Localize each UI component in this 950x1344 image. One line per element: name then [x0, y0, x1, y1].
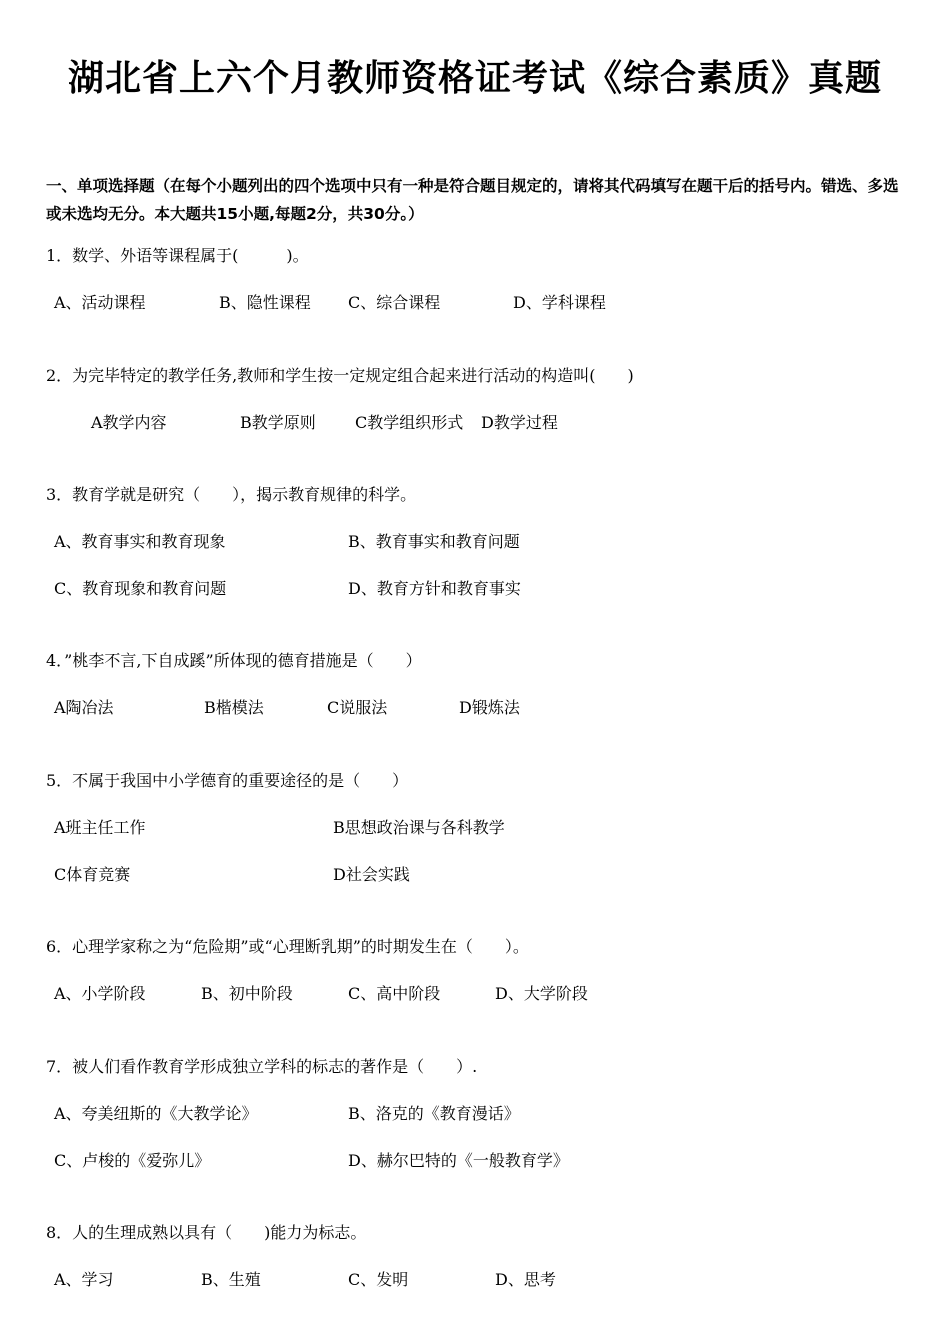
question-option: C、综合课程 [348, 293, 441, 312]
question-option: B楷模法 [204, 698, 264, 717]
page-title: 湖北省上六个月教师资格证考试《综合素质》真题 [67, 58, 882, 99]
question-option: C体育竞赛 [54, 865, 131, 884]
question-option: A、小学阶段 [54, 984, 146, 1003]
question-stem: 5．不属于我国中小学德育的重要途径的是（ ） [46, 771, 409, 790]
question-option: A班主任工作 [54, 818, 146, 837]
section-heading: 一、单项选择题（在每个小题列出的四个选项中只有一种是符合题目规定的，请将其代码填写在题干后的括号内。错选、多选或未选均无分。本大题共15小题,每题2分，共30分。） [46, 177, 899, 223]
question-option: D、大学阶段 [495, 984, 588, 1003]
question-option: C、卢梭的《爱弥儿》 [54, 1151, 211, 1170]
question-option: A、学习 [54, 1270, 114, 1289]
question-option: D、赫尔巴特的《一般教育学》 [348, 1151, 569, 1170]
question-option: B教学原则 [240, 413, 316, 432]
question-option: C教学组织形式 [355, 413, 464, 432]
question-option: B思想政治课与各科教学 [333, 818, 505, 837]
question-stem: 4．”桃李不言,下自成蹊”所体现的德育措施是（ ） [46, 651, 422, 670]
question-option: C、发明 [348, 1270, 409, 1289]
question-option: B、生殖 [201, 1270, 261, 1289]
question-option: A、夸美纽斯的《大教学论》 [54, 1104, 258, 1123]
question-option: B、洛克的《教育漫话》 [348, 1104, 520, 1123]
question-option: D锻炼法 [459, 698, 520, 717]
question-option: B、教育事实和教育问题 [348, 532, 520, 551]
question-stem: 6．心理学家称之为“危险期”或“心理断乳期”的时期发生在（ ）。 [46, 937, 529, 956]
question-option: A陶冶法 [54, 698, 114, 717]
question-stem: 8．人的生理成熟以具有（ )能力为标志。 [46, 1223, 367, 1242]
question-option: D、思考 [495, 1270, 556, 1289]
question-option: A教学内容 [91, 413, 167, 432]
question-stem: 2．为完毕特定的教学任务,教师和学生按一定规定组合起来进行活动的构造叫( ) [46, 366, 634, 385]
question-option: C说服法 [327, 698, 388, 717]
question-option: B、隐性课程 [219, 293, 311, 312]
question-option: D、学科课程 [513, 293, 606, 312]
question-option: A、教育事实和教育现象 [54, 532, 226, 551]
question-stem: 1．数学、外语等课程属于( )。 [46, 246, 309, 265]
question-option: A、活动课程 [54, 293, 146, 312]
question-option: B、初中阶段 [201, 984, 293, 1003]
question-option: D社会实践 [333, 865, 410, 884]
question-stem: 3．教育学就是研究（ ），揭示教育规律的科学。 [46, 485, 417, 504]
question-option: C、教育现象和教育问题 [54, 579, 227, 598]
question-option: D、教育方针和教育事实 [348, 579, 521, 598]
question-option: C、高中阶段 [348, 984, 441, 1003]
question-stem: 7．被人们看作教育学形成独立学科的标志的著作是（ ）. [46, 1057, 478, 1076]
question-option: D教学过程 [481, 413, 558, 432]
